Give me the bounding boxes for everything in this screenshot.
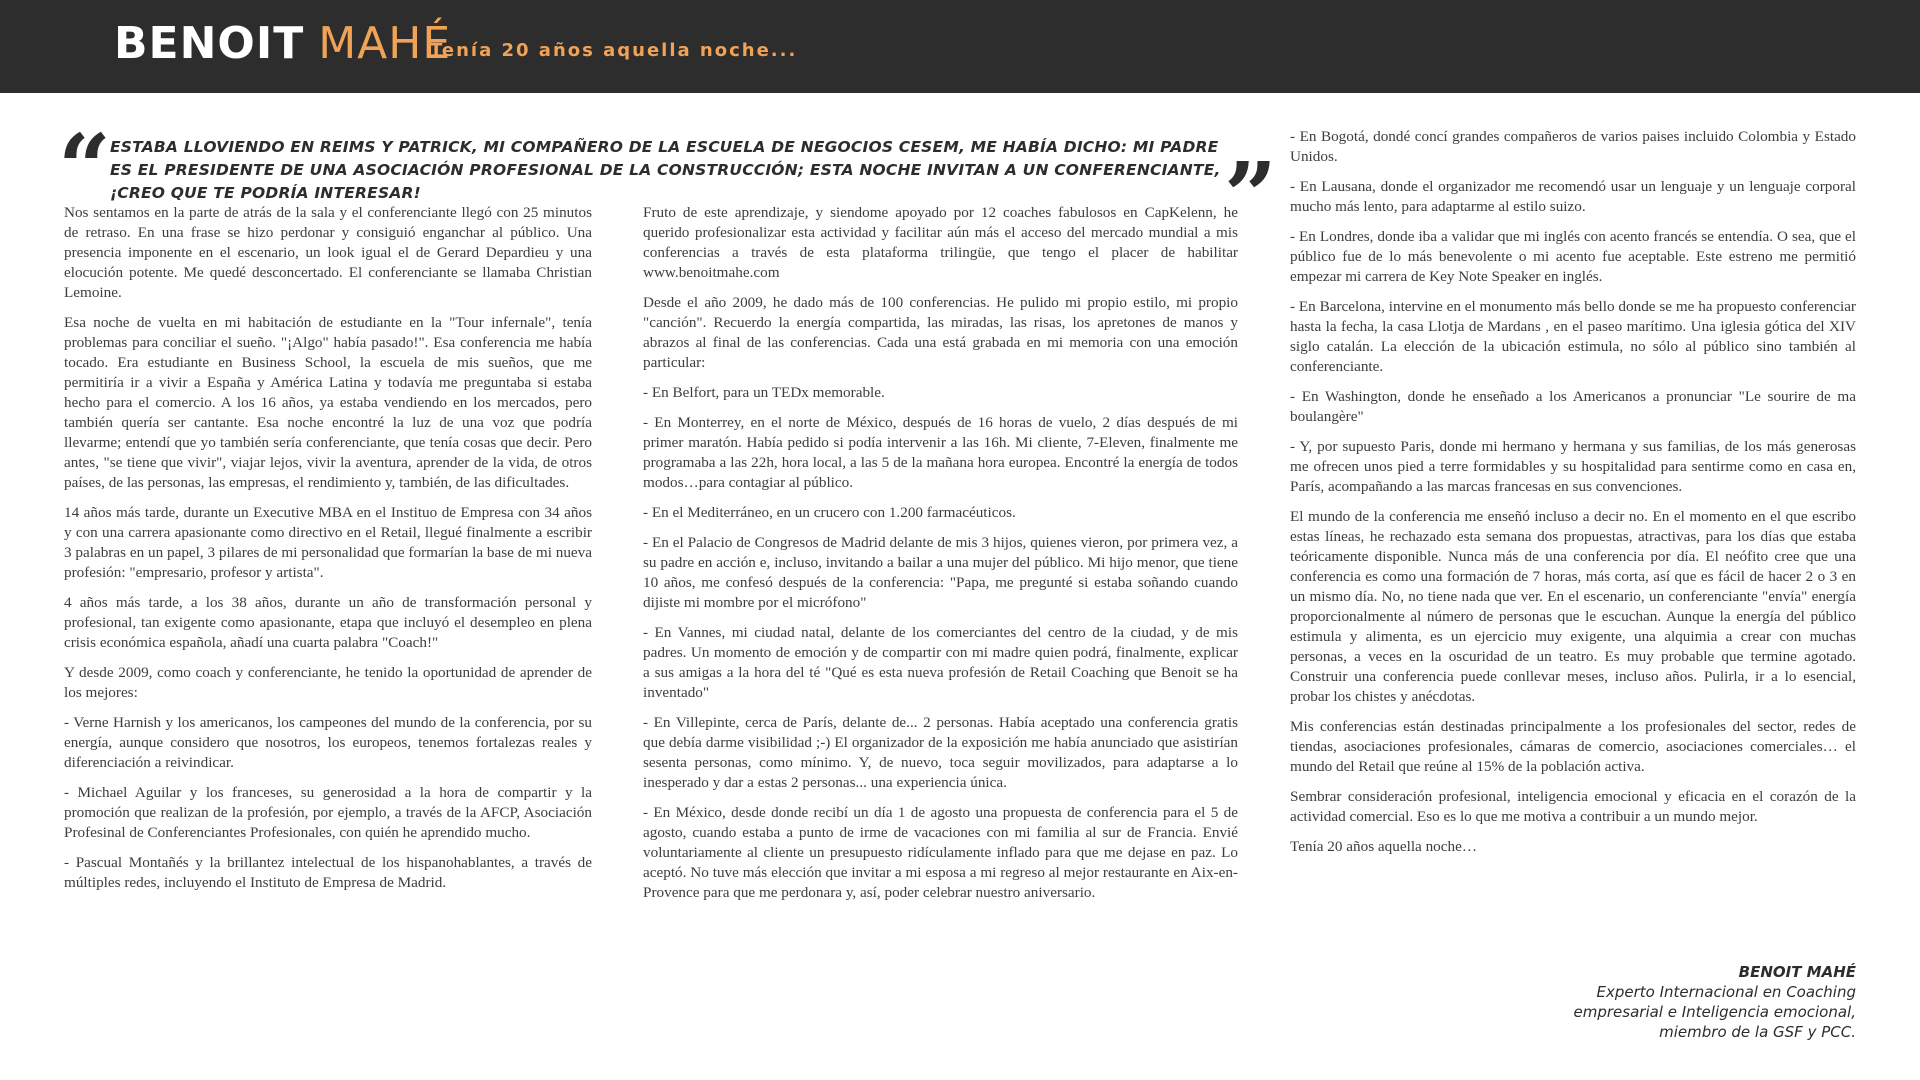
close-quote-icon: ”: [1224, 142, 1277, 250]
paragraph: - En Barcelona, intervine en el monumento más bello donde se me ha propuesto conferenciar hasta la fecha, la casa Llotja de Mardans , en el paseo marítimo. Una iglesia gótica del XIV siglo catalán. La elección de la ubicación estimula, no sólo al público sino también al conferenciante.: [1290, 298, 1856, 375]
paragraph: - En Vannes, mi ciudad natal, delante de los comerciantes del centro de la ciudad, y de mis padres. Un momento de emoción y de compartir con mi madre quien podrá, finalmente, explicar a sus amigas a la hora del té "Qué es esta nueva profesión de Retail Coaching que Benoit se ha inventado": [643, 624, 1238, 701]
paragraph: Sembrar consideración profesional, inteligencia emocional y eficacia en el corazón de la actividad comercial. Eso es lo que me motiva a contribuir a un mundo mejor.: [1290, 788, 1856, 825]
paragraph: - Y, por supuesto Paris, donde mi hermano y hermana y sus familias, de los más generosas me ofrecen unos pied a terre formidables y su hospitalidad para sentirme como en casa en, París, acompañando a las marcas francesas en sus convenciones.: [1290, 438, 1856, 495]
brand-last-name: MAHÉ: [318, 18, 452, 69]
paragraph: Desde el año 2009, he dado más de 100 conferencias. He pulido mi propio estilo, mi propio "canción". Recuerdo la energía compartida, las miradas, las risas, los apretones de manos y abrazos al final de las conferencias. Cada una está grabada en mi memoria con una emoción particular:: [643, 294, 1238, 371]
signature-title-line: Experto Internacional en Coaching: [1596, 983, 1856, 1001]
paragraph: Y desde 2009, como coach y conferenciante, he tenido la oportunidad de aprender de los mejores:: [64, 664, 592, 701]
paragraph: Mis conferencias están destinadas principalmente a los profesionales del sector, redes de tiendas, asociaciones profesionales, cámaras de comercio, asociaciones comerciales… el mundo del Retail que reúne al 15% de la población activa.: [1290, 718, 1856, 775]
paragraph: - Pascual Montañés y la brillantez intelectual de los hispanohablantes, a través de múltiples redes, incluyendo el Instituto de Empresa de Madrid.: [64, 854, 592, 891]
paragraph: Tenía 20 años aquella noche…: [1290, 838, 1478, 855]
brand-logo: [114, 14, 451, 74]
paragraph: 14 años más tarde, durante un Executive MBA en el Instituo de Empresa con 34 años y con una carrera apasionante como directivo en el Retail, llegué finalmente a escribir 3 palabras en un papel, 3 pilares de mi personalidad que formarían la base de mi nueva profesión: "empresario, profesor y artista".: [64, 504, 592, 581]
header-tagline: Tenía 20 años aquella noche...: [430, 40, 798, 61]
text-column-2: [643, 203, 1238, 913]
open-quote-icon: “: [58, 114, 111, 222]
paragraph: - Verne Harnish y los americanos, los campeones del mundo de la conferencia, por su energía, aunque considero que nosotros, los europeos, tenemos fortalezas reales y diferenciación a reivindicar.: [64, 714, 592, 771]
paragraph: El mundo de la conferencia me enseñó incluso a decir no. En el momento en el que escribo estas líneas, he rechazado esta semana dos propuestas, atractivas, para los días que estaba teóricamente disponible. Nunca más de una conferencia por día. El neófito cree que una conferencia es como una formación de 7 horas, más corta, así que es fácil de hacer 2 o 3 en un mismo día. No, no tiene nada que ver. En el escenario, un conferenciante "envía" energía proporcionalmente al número de personas que le escuchan. Aunque la energía del público estimula y alimenta, es un ejercicio muy exigente, una alquimia a crear con muchas personas, a veces en la oscuridad de un teatro. Es muy probable que termine agotado. Construir una conferencia puede conllevar meses, incluso años. Pulirla, ir a lo esencial, probar los chistes y anécdotas.: [1290, 508, 1856, 705]
text-column-1: [64, 203, 592, 903]
paragraph: Nos sentamos en la parte de atrás de la sala y el conferenciante llegó con 25 minutos de retraso. En una frase se hizo perdonar y consiguió enganchar al público. Una presencia imponente en el escenario, un look igual el de Gerard Depardieu y una elocución potente. Me quedé desconcertado. El conferenciante se llamaba Christian Lemoine.: [64, 204, 592, 301]
signature-title-line: miembro de la GSF y PCC.: [1659, 1023, 1856, 1041]
brand-first-name: BENOIT: [114, 18, 305, 69]
signature-name: BENOIT MAHÉ: [1738, 963, 1856, 981]
paragraph: - En Villepinte, cerca de París, delante de... 2 personas. Había aceptado una conferencia gratis que debía darme visibilidad ;-) El organizador de la exposición me había anunciado que asistirían sesenta personas, como mínimo. Y, de nuevo, toca seguir movilizados, para adaptarse a lo inesperado y dar a estas 2 personas... una experiencia única.: [643, 714, 1238, 791]
paragraph: - En Monterrey, en el norte de México, después de 16 horas de vuelo, 2 días después de mi primer maratón. Había pedido si podía intervenir a las 16h. Mi cliente, 7-Eleven, finalmente me programaba a las 22h, hora local, a las 5 de la mañana hora europea. Encontré la energía de todos modos…para contagiar al público.: [643, 414, 1238, 491]
paragraph: - En Londres, donde iba a validar que mi inglés con acento francés se entendía. O sea, que el público fue de lo más benevolente o mi acento fue aceptable. Este estreno me permitió empezar mi carrera de Key Note Speaker en inglés.: [1290, 228, 1856, 285]
paragraph: - En el Mediterráneo, en un crucero con 1.200 farmacéuticos.: [643, 504, 1016, 521]
paragraph: - En Belfort, para un TEDx memorable.: [643, 384, 885, 401]
paragraph: - En Bogotá, dondé concí grandes compañeros de varios paises incluido Colombia y Estado Unidos.: [1290, 128, 1856, 165]
paragraph: - En Washington, donde he enseñado a los Americanos a pronunciar "Le sourire de ma boulangère": [1290, 388, 1856, 425]
paragraph: - En Lausana, donde el organizador me recomendó usar un lenguaje y un lenguaje corporal mucho más lento, para adaptarme al estilo suizo.: [1290, 178, 1856, 215]
paragraph: Fruto de este aprendizaje, y siendome apoyado por 12 coaches fabulosos en CapKelenn, he querido profesionalizar esta actividad y facilitar aún más el acceso del mercado mundial a mis conferencias a través de esta plataforma trilingüe, que tengo el placer de habilitar www.benoitmahe.com: [643, 204, 1238, 281]
paragraph: 4 años más tarde, a los 38 años, durante un año de transformación personal y profesional, tan exigente como apasionante, etapa que incluyó el desempleo en plena crisis económica española, añadí una cuarta palabra "Coach!": [64, 594, 592, 651]
paragraph: - En el Palacio de Congresos de Madrid delante de mis 3 hijos, quienes vieron, por primera vez, a su padre en acción e, incluso, invitando a bailar a una mujer del público. Mi hijo menor, que tiene 10 años, me confesó después de la conferencia: "Papa, me pregunté si estaba soñando cuando dijiste mi mombre por el micrófono": [643, 534, 1238, 611]
text-column-3: [1290, 127, 1856, 867]
signature-title-line: empresarial e Inteligencia emocional,: [1573, 1003, 1856, 1021]
intro-quote: ESTABA LLOVIENDO EN REIMS Y PATRICK, MI COMPAÑERO DE LA ESCUELA DE NEGOCIOS CESEM, ME HABÍA DICHO: MI PADRE ES EL PRESIDENTE DE UNA ASOCIACIÓN PROFESIONAL DE LA CONSTRUCCIÓN; ESTA NOCHE INVITAN A UN CONFERENCIANTE, ¡CREO QUE TE PODRÍA INTERESAR!: [110, 138, 1221, 202]
signature-block: [1574, 962, 1856, 1042]
paragraph: Esa noche de vuelta en mi habitación de estudiante en la "Tour infernale", tenía problemas para conciliar el sueño. "¡Algo" había pasado!". Esa conferencia me había tocado. Era estudiante en Business School, la escuela de mis sueños, que me permitiría ir a vivir a España y América Latina y todavía me preguntaba si estaba hecho para el comercio. A los 16 años, ya estaba vendiendo en los mercados, pero también quería ser cantante. Esa noche encontré la luz de una voz que podría llevarme; entendí que yo también sería conferenciante, que tenía cosas que decir. Pero antes, "se tiene que vivir", viajar lejos, vivir la aventura, aprender de la vida, de otros países, de las personas, las empresas, el rendimiento y, también, de las dificultades.: [64, 314, 592, 491]
header-bar: [0, 0, 1920, 93]
paragraph: - En México, desde donde recibí un día 1 de agosto una propuesta de conferencia para el 5 de agosto, cuando estaba a punto de irme de vacaciones con mi familia al sur de Francia. Envié voluntariamente al cliente un presupuesto ridículamente inflado para que me dejase en paz. Lo aceptó. No tuve más elección que invitar a mi esposa a mi regreso al mejor restaurante en Aix-en-Provence para que me perdonara y, así, poder celebrar nuestro aniversario.: [643, 804, 1238, 901]
paragraph: - Michael Aguilar y los franceses, su generosidad a la hora de compartir y la promoción que realizan de la profesión, por ejemplo, a través de la AFCP, Asociación Profesinal de Conferenciantes Profesionales, con quién he aprendido mucho.: [64, 784, 592, 841]
